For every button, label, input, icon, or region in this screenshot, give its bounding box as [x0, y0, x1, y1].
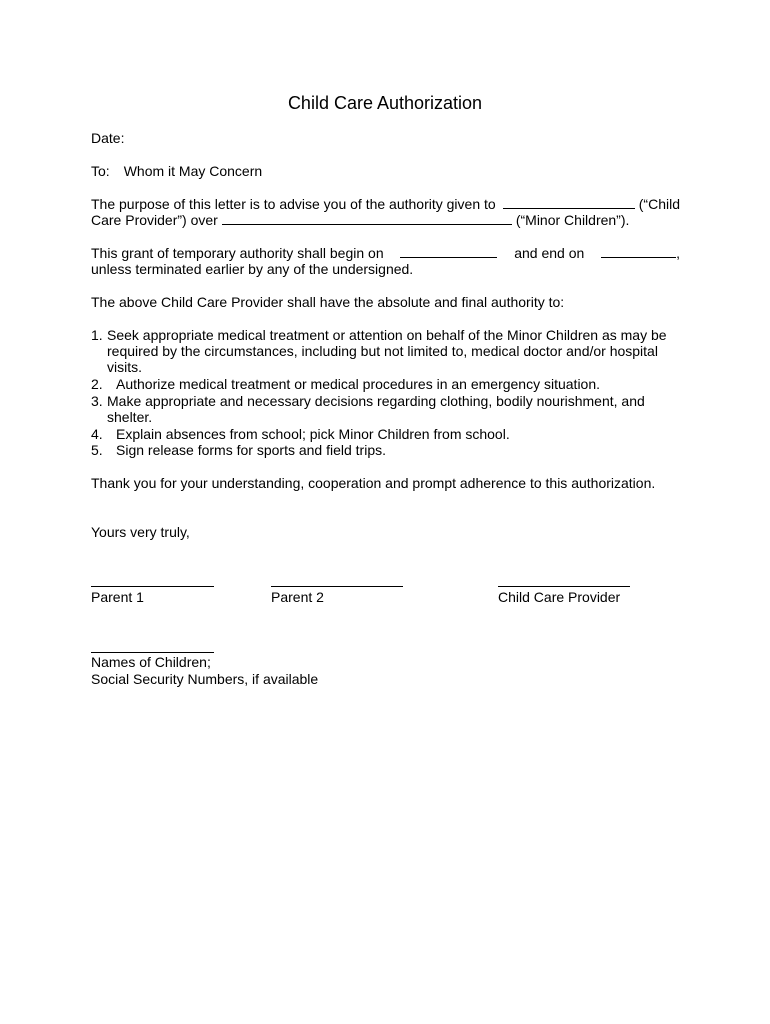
end-date-blank[interactable] — [601, 245, 676, 258]
provider-signature-line[interactable] — [498, 586, 630, 587]
grant-line1-start: This grant of temporary authority shall begin on — [91, 245, 384, 261]
thanks-text: Thank you for your understanding, cooperation and prompt adherence to this authorization. — [91, 475, 656, 491]
purpose-line1-start: The purpose of this letter is to advise you of the authority given to — [91, 196, 496, 212]
provider-name-blank[interactable] — [503, 196, 635, 209]
authority-text: shelter. — [107, 409, 153, 425]
authority-text: Seek appropriate medical treatment or attention on behalf of the Minor Children as may be — [107, 327, 667, 343]
closing-text: Yours very truly, — [91, 524, 190, 540]
parent2-signature-line[interactable] — [271, 586, 403, 587]
list-number: 2. — [91, 376, 103, 392]
begin-date-blank[interactable] — [400, 245, 497, 258]
authority-text: Sign release forms for sports and field trips. — [116, 442, 387, 458]
list-number: 1. — [91, 327, 103, 343]
grant-line1-end: , — [676, 245, 680, 261]
authority-text: Authorize medical treatment or medical procedures in an emergency situation. — [116, 376, 601, 392]
ssn-label: Social Security Numbers, if available — [91, 671, 319, 687]
list-number: 3. — [91, 393, 103, 409]
document-title: Child Care Authorization — [287, 93, 483, 113]
purpose-paragraph — [91, 196, 680, 228]
grant-line1-mid: and end on — [514, 245, 585, 261]
to-label: To: — [91, 163, 110, 179]
authority-text: required by the circumstances, including but not limited to, medical doctor and/or hospital — [107, 343, 658, 359]
purpose-line2-end: (“Minor Children”). — [515, 212, 630, 228]
date-label: Date: — [91, 130, 125, 146]
list-number: 4. — [91, 426, 103, 442]
grant-line2: unless terminated earlier by any of the undersigned. — [91, 261, 414, 277]
provider-label: Child Care Provider — [498, 589, 621, 605]
authority-text: visits. — [107, 359, 142, 375]
parent2-label: Parent 2 — [271, 589, 324, 605]
list-number: 5. — [91, 442, 103, 458]
parent1-signature-line[interactable] — [91, 586, 214, 587]
grant-paragraph — [91, 245, 680, 277]
parent1-label: Parent 1 — [91, 589, 144, 605]
purpose-line1-end: (“Child — [638, 196, 680, 212]
purpose-line2-start: Care Provider”) over — [91, 212, 218, 228]
children-names-label: Names of Children; — [91, 654, 211, 670]
authority-intro: The above Child Care Provider shall have the absolute and final authority to: — [91, 294, 565, 310]
to-value: Whom it May Concern — [123, 163, 263, 179]
authority-text: Make appropriate and necessary decisions regarding clothing, bodily nourishment, and — [107, 393, 645, 409]
authority-text: Explain absences from school; pick Minor Children from school. — [116, 426, 510, 442]
recipient-line — [91, 163, 262, 179]
children-names-line[interactable] — [91, 652, 214, 653]
minor-children-blank[interactable] — [222, 212, 512, 225]
